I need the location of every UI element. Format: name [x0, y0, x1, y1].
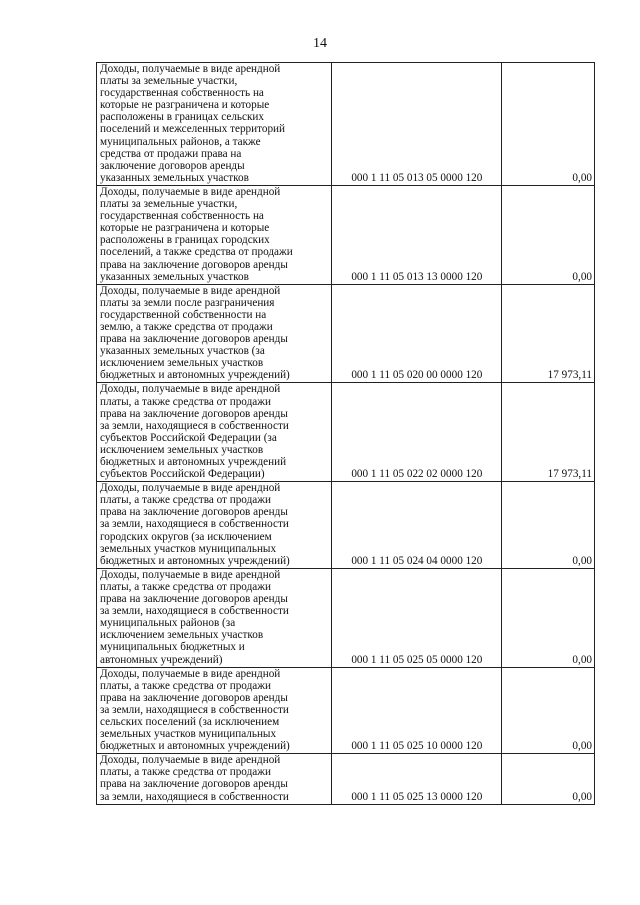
description-line: Доходы, получаемые в виде арендной — [100, 63, 281, 75]
description-line: Доходы, получаемые в виде арендной — [100, 754, 281, 767]
revenue-description-cell — [97, 185, 332, 284]
description-line: исключением земельных участков — [100, 629, 264, 642]
description-line: субъектов Российской Федерации) — [100, 468, 265, 481]
description-line: права на заключение договоров аренды — [100, 407, 288, 420]
budget-code-cell: 000 1 11 05 013 13 0000 120 — [331, 185, 501, 284]
description-line: муниципальных районов (за — [100, 617, 236, 630]
description-line: исключением земельных участков — [100, 443, 264, 456]
description-line: указанных земельных участков (за — [100, 345, 265, 358]
revenue-description-cell — [97, 284, 332, 383]
revenue-description-cell — [97, 482, 332, 569]
budget-code-cell: 000 1 11 05 022 02 0000 120 — [331, 383, 501, 482]
description-line: государственная собственность на — [100, 87, 264, 100]
description-line: за земли, находящиеся в собственности — [100, 419, 289, 432]
description-line: исключением земельных участков — [100, 357, 264, 370]
description-line: которые не разграничена и которые — [100, 99, 270, 112]
budget-code-cell: 000 1 11 05 013 05 0000 120 — [331, 63, 501, 186]
description-line: земельных участков муниципальных — [100, 542, 277, 555]
description-line: права на заключение договоров аренды — [100, 333, 288, 346]
description-line: платы за земли после разграничения — [100, 296, 275, 309]
description-line: поселений и межселенных территорий — [100, 123, 286, 136]
description-line: автономных учреждений) — [100, 653, 223, 666]
description-line: городских округов (за исключением — [100, 530, 272, 543]
amount-cell: 0,00 — [501, 667, 594, 754]
amount-cell: 0,00 — [501, 568, 594, 667]
description-line: бюджетных и автономных учреждений — [100, 456, 287, 468]
table-row — [97, 667, 595, 754]
description-line: заключение договоров аренды — [100, 159, 245, 172]
description-line: за земли, находящиеся в собственности — [100, 790, 289, 803]
revenue-description-cell — [97, 754, 332, 804]
description-line: средства от продажи права на — [100, 147, 242, 160]
description-line: платы за земельные участки, — [100, 75, 238, 88]
description-line: права на заключение договоров аренды — [100, 593, 288, 606]
description-line: платы, а также средства от продажи — [100, 395, 271, 408]
description-line: Доходы, получаемые в виде арендной — [100, 482, 281, 495]
description-line: Доходы, получаемые в виде арендной — [100, 667, 281, 680]
description-line: права на заключение договоров аренды — [100, 778, 288, 791]
table-row — [97, 383, 595, 482]
description-line: бюджетных и автономных учреждений) — [100, 740, 290, 753]
revenue-description-cell — [97, 568, 332, 667]
table-row — [97, 754, 595, 804]
description-line: поселений, а также средства от продажи — [100, 246, 293, 259]
revenue-description-cell — [97, 63, 332, 186]
description-line: платы за земельные участки, — [100, 198, 238, 211]
amount-cell: 0,00 — [501, 482, 594, 569]
description-line: Доходы, получаемые в виде арендной — [100, 185, 281, 198]
description-line: Доходы, получаемые в виде арендной — [100, 383, 281, 396]
description-line: права на заключение договоров аренды — [100, 506, 288, 519]
budget-code-cell: 000 1 11 05 020 00 0000 120 — [331, 284, 501, 383]
budget-code-cell: 000 1 11 05 025 05 0000 120 — [331, 568, 501, 667]
page-number: 14 — [313, 36, 327, 51]
description-line: муниципальных районов, а также — [100, 135, 261, 148]
description-line: указанных земельных участков — [100, 171, 249, 184]
description-line: платы, а также средства от продажи — [100, 679, 271, 692]
description-line: платы, а также средства от продажи — [100, 580, 271, 593]
revenue-table-body — [97, 63, 595, 805]
description-line: землю, а также средства от продажи — [100, 320, 273, 333]
budget-code-cell: 000 1 11 05 024 04 0000 120 — [331, 482, 501, 569]
description-line: которые не разграничена и которые — [100, 222, 270, 235]
table-row — [97, 284, 595, 383]
table-row — [97, 185, 595, 284]
description-line: права на заключение договоров аренды — [100, 691, 288, 704]
description-line: Доходы, получаемые в виде арендной — [100, 284, 281, 297]
table-row — [97, 568, 595, 667]
description-line: бюджетных и автономных учреждений) — [100, 554, 290, 567]
description-line: субъектов Российской Федерации (за — [100, 431, 277, 444]
description-line: государственной собственности на — [100, 308, 267, 321]
description-line: за земли, находящиеся в собственности — [100, 703, 289, 716]
amount-cell: 17 973,11 — [501, 284, 594, 383]
amount-cell: 0,00 — [501, 185, 594, 284]
description-line: муниципальных бюджетных и — [100, 641, 245, 654]
budget-code-cell: 000 1 11 05 025 13 0000 120 — [331, 754, 501, 804]
revenue-table — [96, 62, 595, 805]
description-line: расположены в границах сельских — [100, 111, 264, 124]
amount-cell: 0,00 — [501, 63, 594, 186]
amount-cell: 17 973,11 — [501, 383, 594, 482]
amount-cell: 0,00 — [501, 754, 594, 804]
table-row — [97, 63, 595, 186]
description-line: земельных участков муниципальных — [100, 728, 277, 741]
description-line: указанных земельных участков — [100, 270, 249, 283]
revenue-description-cell — [97, 383, 332, 482]
description-line: за земли, находящиеся в собственности — [100, 605, 289, 618]
description-line: платы, а также средства от продажи — [100, 494, 271, 507]
description-line: бюджетных и автономных учреждений) — [100, 369, 290, 382]
description-line: права на заключение договоров аренды — [100, 258, 288, 271]
description-line: Доходы, получаемые в виде арендной — [100, 568, 281, 581]
description-line: расположены в границах городских — [100, 234, 270, 247]
description-line: сельских поселений (за исключением — [100, 715, 280, 728]
revenue-description-cell — [97, 667, 332, 754]
description-line: государственная собственность на — [100, 210, 264, 223]
table-row — [97, 482, 595, 569]
description-line: за земли, находящиеся в собственности — [100, 518, 289, 531]
description-line: платы, а также средства от продажи — [100, 766, 271, 779]
budget-code-cell: 000 1 11 05 025 10 0000 120 — [331, 667, 501, 754]
